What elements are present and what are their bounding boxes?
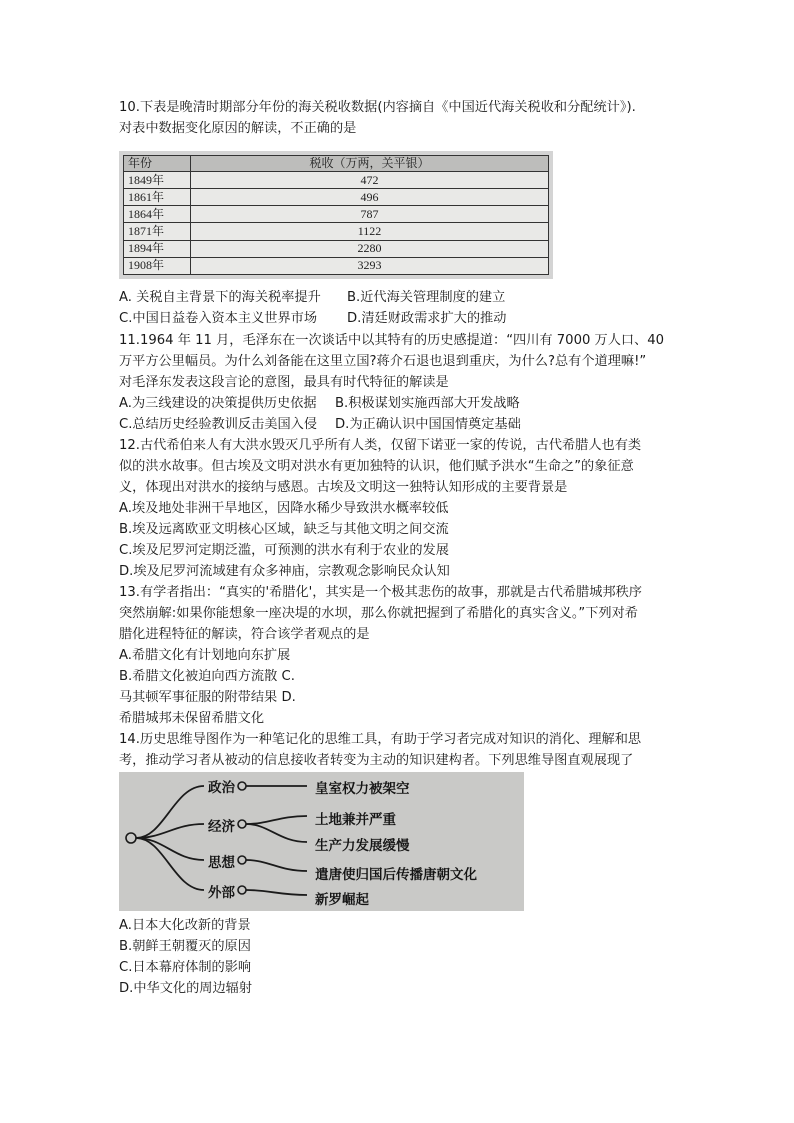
table-row [124,223,549,240]
table-row [124,240,549,257]
q11-option-b: B.积极谋划实施西部大开发战略 [335,396,520,411]
q14-option-b: B.朝鲜王朝覆灭的原因 [119,939,251,954]
q13-option-d: 希腊城邦未保留希腊文化 [119,711,265,726]
mindmap-branch-politics: 政治 [208,780,235,796]
q10-option-c: C.中国日益卷入资本主义世界市场 [119,311,318,326]
q14-option-c: C.日本幕府体制的影响 [119,960,252,975]
table-cell-value: 472 [191,172,549,189]
q12-option-d: D.埃及尼罗河流域建有众多神庙，宗教观念影响民众认知 [119,564,450,579]
q12-stem-line2: 似的洪水故事。但古埃及文明对洪水有更加独特的认识，他们赋予洪水“生命之”的象征意 [119,459,634,474]
mindmap-branch-external: 外部 [208,885,235,901]
mindmap-leaf: 新罗崛起 [315,892,369,908]
tax-table [123,155,549,275]
q13-option-c: 马其顿军事征服的附带结果 D. [119,690,296,705]
q11-stem-line1: 11.1964 年 11 月，毛泽东在一次谈话中以其特有的历史感提道：“四川有 7000 万人口、40 [119,333,665,348]
q13-stem-line1: 13.有学者指出：“真实的'希腊化'，其实是一个极其悲伤的故事，那就是古代希腊城邦秩序 [119,585,642,600]
q11-stem-line3: 对毛泽东发表这段言论的意图，最具有时代特征的解读是 [119,375,449,390]
q10-stem-line2: 对表中数据变化原因的解读，不正确的是 [119,121,357,136]
table-header-year: 年份 [124,156,191,172]
table-cell-year: 1894年 [124,240,191,257]
mindmap-leaf: 皇室权力被架空 [315,781,410,797]
mindmap-leaf: 生产力发展缓慢 [315,838,410,854]
q12-option-c: C.埃及尼罗河定期泛滥，可预测的洪水有利于农业的发展 [119,543,449,558]
q10-stem-line1: 10.下表是晚清时期部分年份的海关税收数据(内容摘自《中国近代海关税收和分配统计》). [119,100,636,115]
q10-table-image [119,151,553,279]
table-cell-year: 1849年 [124,172,191,189]
mindmap-branch-economy: 经济 [208,819,235,835]
q12-stem-line3: 义，体现出对洪水的接纳与感恩。古埃及文明这一独特认知形成的主要背景是 [119,480,568,495]
table-cell-value: 1122 [191,223,549,240]
table-header-value: 税收（万两，关平银） [191,156,549,172]
table-header-row [124,156,549,172]
q13-option-a: A.希腊文化有计划地向东扩展 [119,648,291,663]
q11-options-ab [119,393,520,414]
q10-option-a: A. 关税自主背景下的海关税率提升 [119,290,321,305]
q10-option-d: D.清廷财政需求扩大的推动 [347,311,507,326]
table-row [124,257,549,274]
q11-option-c: C.总结历史经验教训反击美国入侵 [119,417,318,432]
table-row [124,172,549,189]
table-row [124,189,549,206]
mindmap-leaf: 土地兼并严重 [315,812,396,828]
q11-options-cd [119,414,521,435]
table-row [124,206,549,223]
q14-option-d: D.中华文化的周边辐射 [119,981,253,996]
mindmap-branch-thought: 思想 [208,855,235,871]
q11-option-a: A.为三线建设的决策提供历史依据 [119,396,317,411]
table-cell-value: 2280 [191,240,549,257]
q11-stem-line2: 万平方公里幅员。为什么刘备能在这里立国?蒋介石退也退到重庆，为什么?总有个道理嘛!” [119,354,647,369]
q10-options-cd [119,308,506,329]
q12-stem-line1: 12.古代希伯来人有大洪水毁灭几乎所有人类，仅留下诺亚一家的传说，古代希腊人也有类 [119,438,642,453]
table-cell-value: 787 [191,206,549,223]
table-cell-year: 1864年 [124,206,191,223]
q14-stem-line2: 考，推动学习者从被动的信息接收者转变为主动的知识建构者。下列思维导图直观展现了 [119,753,634,768]
q10-options-ab [119,287,505,308]
table-cell-year: 1861年 [124,189,191,206]
table-cell-year: 1908年 [124,257,191,274]
q12-option-b: B.埃及远离欧亚文明核心区域，缺乏与其他文明之间交流 [119,522,449,537]
q10-option-b: B.近代海关管理制度的建立 [347,290,506,305]
q11-option-d: D.为正确认识中国国情奠定基础 [335,417,521,432]
table-cell-value: 496 [191,189,549,206]
q13-option-b: B.希腊文化被迫向西方流散 C. [119,669,295,684]
q13-stem-line3: 腊化进程特征的解读，符合该学者观点的是 [119,627,370,642]
q14-mindmap-image [119,772,524,911]
q12-option-a: A.埃及地处非洲干旱地区，因降水稀少导致洪水概率较低 [119,501,449,516]
q14-option-a: A.日本大化改新的背景 [119,918,251,933]
table-cell-year: 1871年 [124,223,191,240]
q14-stem-line1: 14.历史思维导图作为一种笔记化的思维工具，有助于学习者完成对知识的消化、理解和思 [119,732,642,747]
table-cell-value: 3293 [191,257,549,274]
mindmap-leaf: 遣唐使归国后传播唐朝文化 [315,867,477,883]
q13-stem-line2: 突然崩解:如果你能想象一座决堤的水坝，那么你就把握到了希腊化的真实含义。”下列对希 [119,606,638,621]
